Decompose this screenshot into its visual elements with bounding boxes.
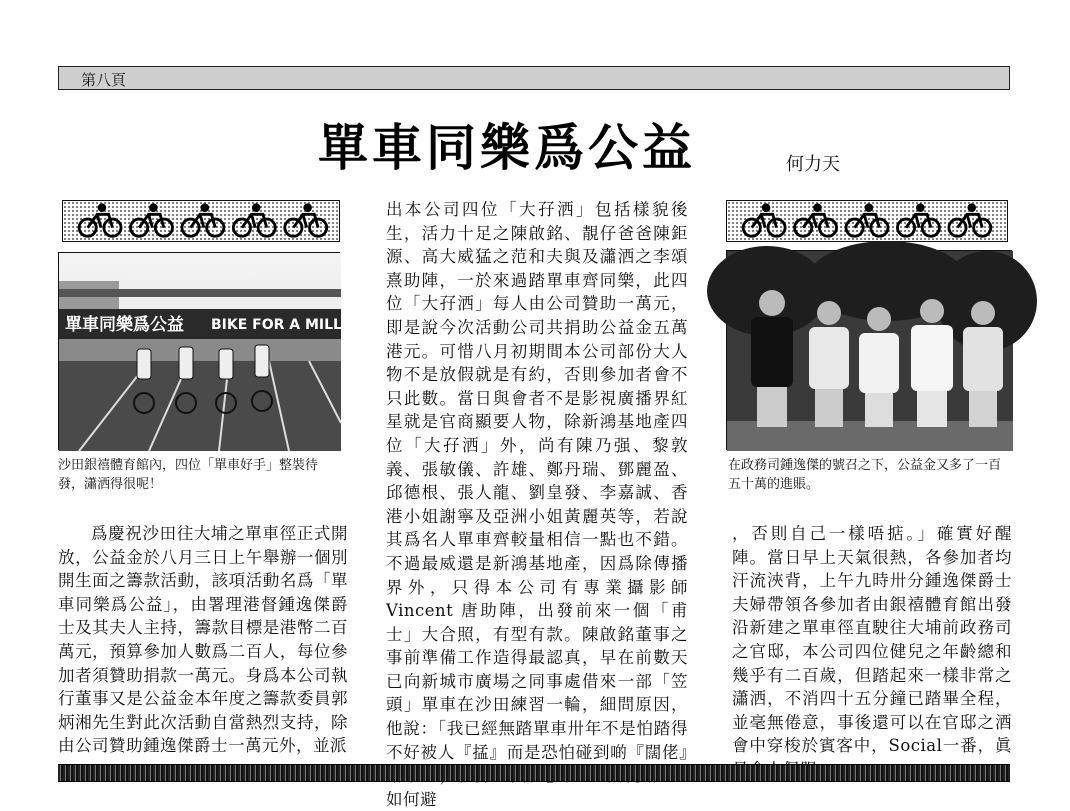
page-footer-bar xyxy=(58,764,1010,782)
paragraph-1: 爲慶祝沙田往大埔之單車徑正式開放，公益金於八月三日上午舉辦一個別開生面之籌款活動，該項活動名爲「單車同樂爲公益」，由署理港督鍾逸傑爵士及其夫人主持，籌款目標是港幣二百萬元，預算參加人數爲二百人，每位參加者須贊助捐款一萬元。身爲本公司執行董事又是公益金本年度之籌款委員郭炳湘先生對此次活動自當熱烈支持，除由公司贊助鍾逸傑爵士一萬元外，並派 xyxy=(58,524,348,756)
banner-text-chinese: 單車同樂爲公益 xyxy=(65,315,184,335)
right-photo-caption: 在政務司鍾逸傑的號召之下，公益金又多了一百五十萬的進賬。 xyxy=(728,458,1002,492)
article-author: 何力天 xyxy=(786,154,840,175)
article-column-1 xyxy=(58,522,348,758)
banner-text-english: BIKE FOR A MILLION xyxy=(211,317,371,333)
left-photo-caption: 沙田銀禧體育館內，四位「單車好手」整裝待發，瀟洒得很呢！ xyxy=(58,458,319,492)
group-photo xyxy=(726,250,1012,450)
paragraph-3: ，否則自己一樣唔掂。」確實好醒陣。當日早上天氣很熱，各參加者均汗流浹背，上午九時卅分鍾逸傑爵士夫婦帶領各參加者由銀禧體育館出發沿新建之單車徑直駛往大埔前政務司之官邸，本公司四位健兒之年齡總和幾乎有二百歲，但踏起來一樣非常之瀟洒，不消四十五分鐘已踏畢全程，並毫無倦意，事後還可以在官邸之酒會中穿梭於賓客中，Social一番，眞 xyxy=(732,524,1012,756)
cyclist-icons xyxy=(63,201,339,241)
article-column-3 xyxy=(732,522,1012,782)
page-header-bar xyxy=(58,66,1010,90)
cycling-track-image xyxy=(59,253,371,451)
article-column-2 xyxy=(386,198,688,811)
cyclist-banner-right xyxy=(726,200,1008,242)
cyclist-icons-right xyxy=(727,201,1007,241)
cycling-event-photo xyxy=(58,252,371,450)
article-title: 單車同樂爲公益 xyxy=(318,119,696,177)
group-portrait-image xyxy=(727,251,1013,451)
cyclist-banner-left xyxy=(62,200,340,242)
paragraph-2: 出本公司四位「大孖洒」包括樣貌後生，活力十足之陳啟銘、靚仔爸爸陳鉅源、高大威猛之范和夫與及瀟洒之李頌熹助陣，一於來過踏單車齊同樂，此四位「大孖洒」每人由公司贊助一萬元，即是說今次活動公司共捐助公益金五萬港元。可惜八月初期間本公司部份大人物不是放假就是有約，否則參加者會不只此數。當日與會者不是影視廣播界紅星就是官商顯要人物，除新鴻基地產四位「大孖洒」外，尚有陳乃强、黎敦義、張敏儀、許雄、鄭丹瑞、鄧麗盈、邱德根、張人龍、劉皇發、李嘉誠、香港小姐謝寧及亞洲小姐黃麗英等，若說其爲名人單車齊較量相信一點也不錯。不過最威還是新鴻基地產，因爲除傳播界外，只得本公司有專業攝影師 Vincent 唐助陣，出發前來一個「甫士」大合照，有型有款。陳啟銘董事之事前準備工作造得最認真，早在前數天已向新城市廣場之同事處借來一部「笠頭」單車在沙田練習一輪，細問原因，他說：「我已經無踏單車卅年不是怕踏得不好被人『掹』而是恐怕碰到啲『闊佬』 如何避 xyxy=(386,200,688,809)
page-number-label: 第八頁 xyxy=(81,71,127,89)
